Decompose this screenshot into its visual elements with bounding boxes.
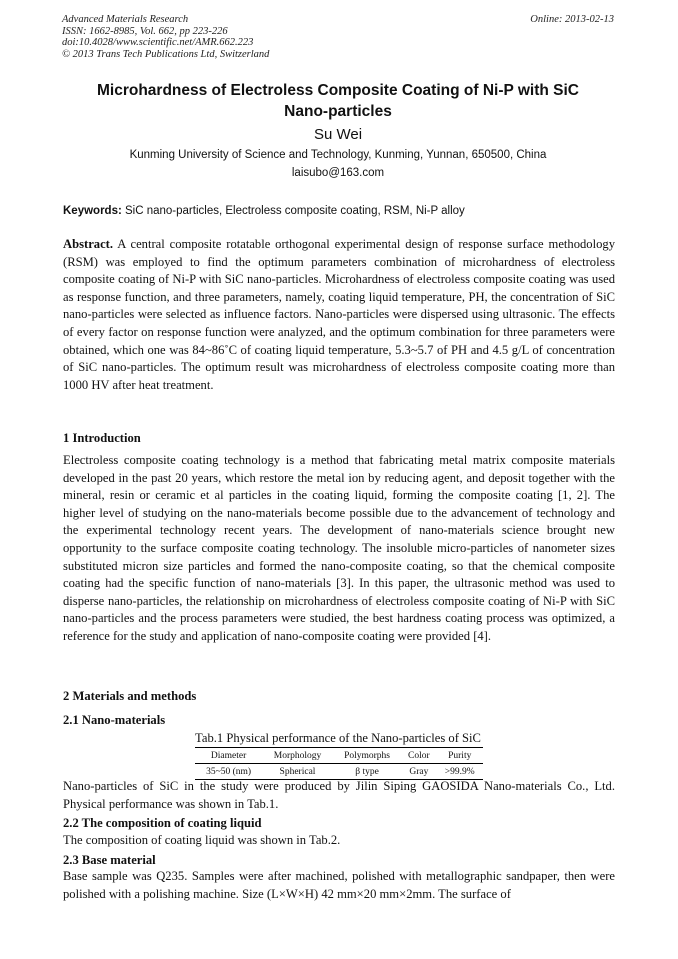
- keywords: [63, 204, 615, 219]
- journal-header: [62, 14, 442, 60]
- table-header-row: [195, 748, 483, 764]
- doi-line: doi:10.4028/www.scientific.net/AMR.662.223: [62, 37, 254, 48]
- title-line-2: Nano-particles: [284, 103, 392, 120]
- abstract: [63, 236, 615, 394]
- abstract-text: A central composite rotatable orthogonal experimental design of response surface methodology (RSM) was employed to find the optimum parameters combination of microhardness of electroless composite coating of Ni-P with SiC nano-particles. Microhardness of electroless composite coating was used as response function, and three parameters, namely, coating liquid temperature, PH, the concentration of SiC nano-particles were selected as influence factors. Nano-particles were dispersed using ultrasonic. The effects of every factor on response function were analyzed, and the optimum combination for three parameters were obtained, which one was 84~86˚C of coating liquid temperature, 5.3~5.7 of PH and 4.5 g/L of concentration of SiC nano-particles. The optimum result was microhardness of electroless composite coating more than 1000 HV after heat treatment.: [63, 237, 615, 392]
- title-line-1: Microhardness of Electroless Composite Coating of Ni-P with SiC: [96, 82, 579, 99]
- table-header-cell: Morphology: [273, 750, 322, 761]
- materials-heading: 2 Materials and methods: [63, 689, 197, 703]
- base-material-heading: 2.3 Base material: [63, 853, 156, 867]
- copyright-line: © 2013 Trans Tech Publications Ltd, Switzerland: [62, 48, 270, 60]
- online-date: Online: 2013-02-13: [530, 14, 614, 25]
- keywords-label: Keywords:: [63, 205, 122, 217]
- table-cell: >99.9%: [444, 766, 475, 777]
- introduction-heading: 1 Introduction: [63, 431, 141, 445]
- nano-materials-heading: 2.1 Nano-materials: [63, 713, 166, 727]
- table-cell: 35~50 (nm): [206, 766, 252, 777]
- author-name: Su Wei: [313, 126, 363, 143]
- abstract-label: Abstract.: [63, 237, 114, 251]
- table-cell: Gray: [409, 766, 429, 777]
- journal-name: Advanced Materials Research: [62, 14, 189, 25]
- table-header-cell: Color: [408, 750, 430, 761]
- nano-materials-text: Nano-particles of SiC in the study were produced by Jilin Siping GAOSIDA Nano-materials Co., Ltd. Physical performance was shown in Tab.1.: [63, 779, 615, 811]
- table-header-cell: Diameter: [210, 750, 247, 761]
- author-email: laisubo@163.com: [291, 167, 385, 179]
- table-header-cell: Polymorphs: [344, 750, 391, 761]
- affiliation: Kunming University of Science and Technology, Kunming, Yunnan, 650500, China: [129, 149, 547, 161]
- paper-title: [60, 80, 616, 122]
- composition-text: The composition of coating liquid was shown in Tab.2.: [63, 833, 341, 847]
- table-caption: Tab.1 Physical performance of the Nano-particles of SiC: [195, 731, 481, 745]
- composition-heading: 2.2 The composition of coating liquid: [63, 816, 262, 830]
- issn-line: ISSN: 1662-8985, Vol. 662, pp 223-226: [62, 25, 228, 37]
- table-header-cell: Purity: [448, 750, 472, 761]
- table-cell: β type: [355, 766, 379, 777]
- physical-performance-table: [195, 747, 483, 780]
- table-cell: Spherical: [279, 766, 316, 777]
- keywords-text: SiC nano-particles, Electroless composite coating, RSM, Ni-P alloy: [125, 205, 465, 217]
- introduction-text: Electroless composite coating technology is a method that fabricating metal matrix composite materials developed in the past 20 years, which restore the metal ion by reducing agent, and deposit together with the mineral, resin or ceramic et al particles in the coating liquid, forming the composite coating [1, 2]. The higher level of studying on the nano-materials become possible due to the advancement of technology and the experimental technology recent years. The development of nano-materials science brought new opportunity to the surface composite coating technology. The insoluble micro-particles of nanometer sizes substituted micron size particles and formed the nano-composite coating, so that the chemical composite coating had the specific function of nano-materials [3]. In this paper, the ultrasonic method was used to disperse nano-particles, the relationship on microhardness of electroless composite coating of Ni-P with SiC nano-particles and the process parameters were studied, the best hardness coating process was optimized, a reference for the study and application of nano-composite coating were provided [4].: [63, 453, 615, 643]
- base-material-text: Base sample was Q235. Samples were after machined, polished with metallographic sandpaper, then were polished with a polishing machine. Size (L×W×H) 42 mm×20 mm×2mm. The surface of: [63, 869, 615, 901]
